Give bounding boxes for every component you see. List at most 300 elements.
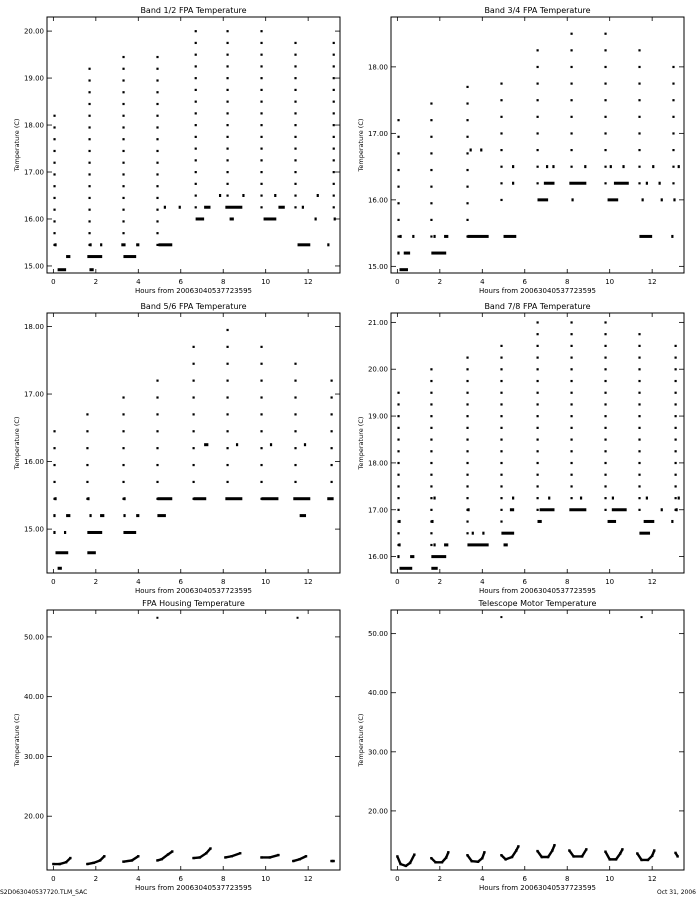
- data-point: [226, 447, 228, 449]
- data-point: [53, 126, 55, 128]
- data-point: [466, 136, 468, 138]
- data-segment: [646, 182, 648, 185]
- data-point: [604, 450, 606, 452]
- data-point: [333, 101, 335, 103]
- data-point: [551, 849, 553, 851]
- data-point: [430, 485, 432, 487]
- data-point: [500, 509, 502, 511]
- data-segment: [236, 443, 238, 446]
- data-point: [88, 138, 90, 140]
- x-tick-label: 4: [136, 278, 141, 286]
- data-point: [500, 427, 502, 429]
- data-point: [434, 861, 436, 863]
- data-point: [195, 30, 197, 32]
- data-point: [570, 333, 572, 335]
- data-point: [466, 102, 468, 104]
- data-point: [331, 430, 333, 432]
- data-point: [537, 82, 539, 84]
- data-point: [331, 413, 333, 415]
- data-point: [466, 854, 468, 856]
- data-point: [500, 462, 502, 464]
- data-point: [397, 202, 399, 204]
- data-point: [122, 481, 124, 483]
- data-point: [260, 206, 262, 208]
- data-point: [397, 136, 399, 138]
- y-tick-label: 17.00: [23, 168, 44, 177]
- y-tick-label: 17.00: [367, 506, 388, 515]
- data-point: [430, 368, 432, 370]
- data-segment: [123, 255, 136, 258]
- data-point: [397, 450, 399, 452]
- data-point: [604, 66, 606, 68]
- data-point: [294, 363, 296, 365]
- x-tick-label: 0: [395, 875, 400, 883]
- data-point: [515, 849, 517, 851]
- data-point: [466, 415, 468, 417]
- outlier-point: [156, 617, 158, 619]
- data-point: [604, 427, 606, 429]
- data-segment: [53, 531, 55, 534]
- data-segment: [504, 543, 508, 546]
- data-point: [260, 124, 262, 126]
- data-point: [333, 171, 335, 173]
- x-tick-label: 12: [303, 278, 313, 286]
- data-point: [156, 220, 158, 222]
- data-point: [675, 345, 677, 347]
- data-point: [122, 115, 124, 117]
- data-point: [53, 447, 55, 449]
- data-point: [156, 232, 158, 234]
- data-point: [156, 380, 158, 382]
- data-point: [396, 855, 398, 857]
- data-segment: [642, 198, 644, 201]
- data-point: [500, 854, 502, 856]
- data-segment: [552, 165, 554, 168]
- data-point: [570, 33, 572, 35]
- data-point: [638, 182, 640, 184]
- data-point: [205, 852, 207, 854]
- data-point: [260, 380, 262, 382]
- x-tick-label: 2: [93, 278, 99, 286]
- data-segment: [315, 217, 317, 220]
- data-point: [537, 427, 539, 429]
- data-point: [226, 346, 228, 348]
- data-segment: [544, 182, 555, 185]
- data-segment: [398, 543, 400, 546]
- data-segment: [53, 514, 55, 517]
- data-point: [156, 185, 158, 187]
- data-point: [651, 855, 653, 857]
- data-point: [294, 430, 296, 432]
- data-segment: [571, 198, 573, 201]
- data-point: [122, 430, 124, 432]
- data-point: [53, 162, 55, 164]
- data-point: [636, 852, 638, 854]
- y-tick-label: 19.00: [23, 74, 44, 83]
- chart-panel-2: [357, 6, 684, 295]
- data-point: [239, 852, 241, 854]
- data-point: [500, 403, 502, 405]
- data-point: [537, 403, 539, 405]
- data-point: [570, 485, 572, 487]
- data-point: [260, 77, 262, 79]
- data-point: [604, 415, 606, 417]
- data-point: [226, 159, 228, 161]
- data-point: [88, 68, 90, 70]
- data-point: [604, 33, 606, 35]
- data-point: [604, 438, 606, 440]
- x-tick-label: 0: [395, 278, 400, 286]
- data-point: [122, 185, 124, 187]
- data-segment: [639, 532, 650, 535]
- x-tick-label: 6: [178, 278, 183, 286]
- y-tick-label: 18.00: [23, 323, 44, 332]
- data-point: [260, 101, 262, 103]
- data-segment: [157, 497, 172, 500]
- data-segment: [164, 206, 166, 209]
- data-point: [122, 447, 124, 449]
- data-point: [537, 66, 539, 68]
- data-point: [675, 427, 677, 429]
- data-point: [430, 219, 432, 221]
- data-point: [53, 115, 55, 117]
- data-point: [294, 159, 296, 161]
- data-point: [260, 194, 262, 196]
- data-segment: [661, 508, 663, 511]
- y-tick-label: 15.00: [367, 262, 388, 271]
- data-point: [537, 438, 539, 440]
- data-point: [122, 91, 124, 93]
- data-point: [638, 66, 640, 68]
- x-tick-label: 4: [136, 875, 141, 883]
- data-point: [397, 119, 399, 121]
- data-point: [193, 346, 195, 348]
- data-point: [156, 859, 158, 861]
- data-point: [226, 124, 228, 126]
- data-point: [226, 136, 228, 138]
- data-segment: [264, 217, 277, 220]
- data-point: [193, 380, 195, 382]
- data-point: [604, 149, 606, 151]
- data-segment: [64, 531, 66, 534]
- chart-title: Band 3/4 FPA Temperature: [484, 6, 591, 15]
- data-point: [298, 858, 300, 860]
- data-point: [156, 447, 158, 449]
- y-tick-label: 30.00: [367, 748, 388, 757]
- data-point: [570, 99, 572, 101]
- y-tick-label: 16.00: [367, 196, 388, 205]
- data-point: [397, 219, 399, 221]
- data-point: [260, 464, 262, 466]
- data-point: [638, 333, 640, 335]
- data-point: [224, 856, 226, 858]
- data-point: [195, 171, 197, 173]
- data-point: [570, 66, 572, 68]
- data-point: [226, 194, 228, 196]
- data-point: [209, 847, 211, 849]
- data-point: [466, 86, 468, 88]
- data-segment: [334, 217, 336, 220]
- data-point: [604, 485, 606, 487]
- y-tick-label: 30.00: [23, 752, 44, 761]
- data-point: [226, 481, 228, 483]
- data-point: [122, 126, 124, 128]
- data-segment: [673, 198, 675, 201]
- data-point: [570, 380, 572, 382]
- data-point: [122, 209, 124, 211]
- data-segment: [397, 252, 399, 255]
- data-point: [447, 851, 449, 853]
- series-line: [501, 846, 518, 859]
- data-point: [122, 138, 124, 140]
- data-segment: [242, 194, 244, 197]
- data-point: [156, 173, 158, 175]
- data-point: [604, 380, 606, 382]
- data-point: [226, 89, 228, 91]
- data-point: [537, 333, 539, 335]
- data-segment: [652, 165, 654, 168]
- data-segment: [659, 182, 661, 185]
- data-point: [638, 166, 640, 168]
- data-point: [156, 162, 158, 164]
- data-point: [195, 54, 197, 56]
- data-point: [570, 116, 572, 118]
- data-point: [570, 149, 572, 151]
- data-point: [675, 474, 677, 476]
- data-point: [156, 56, 158, 58]
- data-point: [430, 438, 432, 440]
- data-point: [122, 150, 124, 152]
- data-point: [638, 380, 640, 382]
- data-segment: [510, 508, 514, 511]
- data-point: [638, 497, 640, 499]
- data-point: [260, 183, 262, 185]
- data-segment: [158, 243, 172, 246]
- data-point: [638, 509, 640, 511]
- data-point: [675, 450, 677, 452]
- data-segment: [444, 543, 448, 546]
- data-segment: [610, 165, 612, 168]
- data-point: [122, 162, 124, 164]
- data-point: [500, 392, 502, 394]
- data-point: [122, 413, 124, 415]
- data-point: [672, 99, 674, 101]
- data-point: [397, 474, 399, 476]
- data-point: [676, 855, 678, 857]
- data-point: [397, 427, 399, 429]
- data-point: [466, 219, 468, 221]
- y-tick-label: 18.00: [367, 459, 388, 468]
- data-segment: [123, 514, 125, 517]
- data-point: [672, 149, 674, 151]
- data-point: [226, 65, 228, 67]
- data-segment: [123, 531, 136, 534]
- data-segment: [89, 268, 93, 271]
- data-point: [122, 103, 124, 105]
- data-point: [294, 101, 296, 103]
- chart-title: Band 5/6 FPA Temperature: [140, 302, 247, 311]
- data-segment: [204, 206, 210, 209]
- data-point: [88, 220, 90, 222]
- data-point: [294, 77, 296, 79]
- data-segment: [614, 182, 629, 185]
- data-point: [466, 532, 468, 534]
- data-segment: [412, 235, 414, 238]
- data-point: [333, 206, 335, 208]
- data-point: [156, 126, 158, 128]
- series-line: [194, 848, 211, 858]
- x-tick-label: 6: [178, 578, 183, 586]
- data-point: [260, 65, 262, 67]
- data-point: [511, 856, 513, 858]
- data-point: [604, 509, 606, 511]
- x-axis-label: Hours from 20063040537723595: [479, 587, 596, 595]
- y-tick-label: 21.00: [367, 318, 388, 327]
- data-point: [195, 112, 197, 114]
- series-line: [569, 849, 586, 856]
- data-point: [294, 447, 296, 449]
- data-point: [466, 380, 468, 382]
- x-tick-label: 10: [261, 278, 271, 286]
- data-point: [672, 82, 674, 84]
- data-point: [333, 89, 335, 91]
- data-point: [541, 856, 543, 858]
- data-point: [199, 856, 201, 858]
- data-point: [405, 865, 407, 867]
- data-point: [333, 136, 335, 138]
- data-point: [226, 380, 228, 382]
- data-point: [226, 112, 228, 114]
- data-segment: [512, 182, 514, 185]
- data-point: [193, 430, 195, 432]
- data-segment: [121, 243, 125, 246]
- y-axis-label: Temperature (C): [13, 713, 21, 767]
- chart-title: Telescope Motor Temperature: [478, 599, 597, 608]
- data-point: [53, 430, 55, 432]
- data-point: [333, 124, 335, 126]
- data-point: [333, 112, 335, 114]
- data-point: [500, 520, 502, 522]
- data-point: [99, 859, 101, 861]
- y-axis-label: Temperature (C): [13, 416, 21, 470]
- data-point: [331, 464, 333, 466]
- chart-title: Band 7/8 FPA Temperature: [484, 302, 591, 311]
- data-point: [537, 132, 539, 134]
- data-point: [294, 194, 296, 196]
- data-segment: [136, 243, 139, 246]
- data-point: [226, 101, 228, 103]
- data-segment: [678, 165, 680, 168]
- data-point: [675, 485, 677, 487]
- data-point: [537, 368, 539, 370]
- data-segment: [270, 443, 272, 446]
- data-segment: [548, 497, 550, 500]
- data-segment: [196, 217, 204, 220]
- data-segment: [467, 508, 469, 511]
- x-tick-label: 10: [261, 875, 271, 883]
- data-point: [260, 447, 262, 449]
- data-point: [88, 162, 90, 164]
- data-point: [604, 392, 606, 394]
- y-tick-label: 15.00: [23, 262, 44, 271]
- data-point: [537, 474, 539, 476]
- data-point: [409, 862, 411, 864]
- data-segment: [89, 514, 91, 517]
- data-point: [156, 244, 158, 246]
- data-point: [156, 464, 158, 466]
- y-tick-label: 20.00: [367, 807, 388, 816]
- data-point: [500, 438, 502, 440]
- data-point: [193, 447, 195, 449]
- data-segment: [678, 497, 680, 500]
- data-point: [226, 413, 228, 415]
- data-point: [88, 173, 90, 175]
- data-point: [638, 82, 640, 84]
- data-point: [570, 474, 572, 476]
- data-point: [675, 497, 677, 499]
- data-point: [294, 54, 296, 56]
- data-segment: [538, 198, 549, 201]
- data-point: [430, 102, 432, 104]
- data-segment: [399, 235, 401, 238]
- data-point: [615, 858, 617, 860]
- data-segment: [431, 567, 437, 570]
- data-point: [332, 860, 334, 862]
- data-point: [226, 30, 228, 32]
- data-point: [570, 166, 572, 168]
- data-point: [604, 462, 606, 464]
- data-point: [171, 850, 173, 852]
- data-point: [88, 79, 90, 81]
- data-point: [86, 430, 88, 432]
- x-tick-label: 4: [480, 875, 485, 883]
- data-point: [86, 464, 88, 466]
- y-tick-label: 40.00: [367, 689, 388, 698]
- data-point: [167, 853, 169, 855]
- data-point: [156, 209, 158, 211]
- x-tick-label: 12: [647, 278, 657, 286]
- data-point: [553, 844, 555, 846]
- outlier-point: [500, 616, 502, 618]
- data-point: [638, 474, 640, 476]
- data-point: [156, 91, 158, 93]
- data-point: [500, 182, 502, 184]
- x-tick-label: 8: [564, 578, 570, 586]
- data-point: [500, 357, 502, 359]
- data-point: [466, 357, 468, 359]
- data-point: [156, 481, 158, 483]
- data-point: [122, 79, 124, 81]
- data-point: [260, 481, 262, 483]
- data-segment: [54, 497, 56, 500]
- data-point: [156, 138, 158, 140]
- plot-frame: [391, 17, 684, 273]
- data-point: [260, 89, 262, 91]
- data-point: [331, 396, 333, 398]
- data-point: [103, 855, 105, 857]
- data-point: [331, 380, 333, 382]
- data-segment: [89, 243, 91, 246]
- x-tick-label: 0: [51, 875, 56, 883]
- data-point: [122, 173, 124, 175]
- data-point: [333, 54, 335, 56]
- data-point: [430, 186, 432, 188]
- data-point: [537, 321, 539, 323]
- series-line: [157, 851, 172, 860]
- data-point: [483, 851, 485, 853]
- data-segment: [66, 514, 70, 517]
- data-point: [638, 462, 640, 464]
